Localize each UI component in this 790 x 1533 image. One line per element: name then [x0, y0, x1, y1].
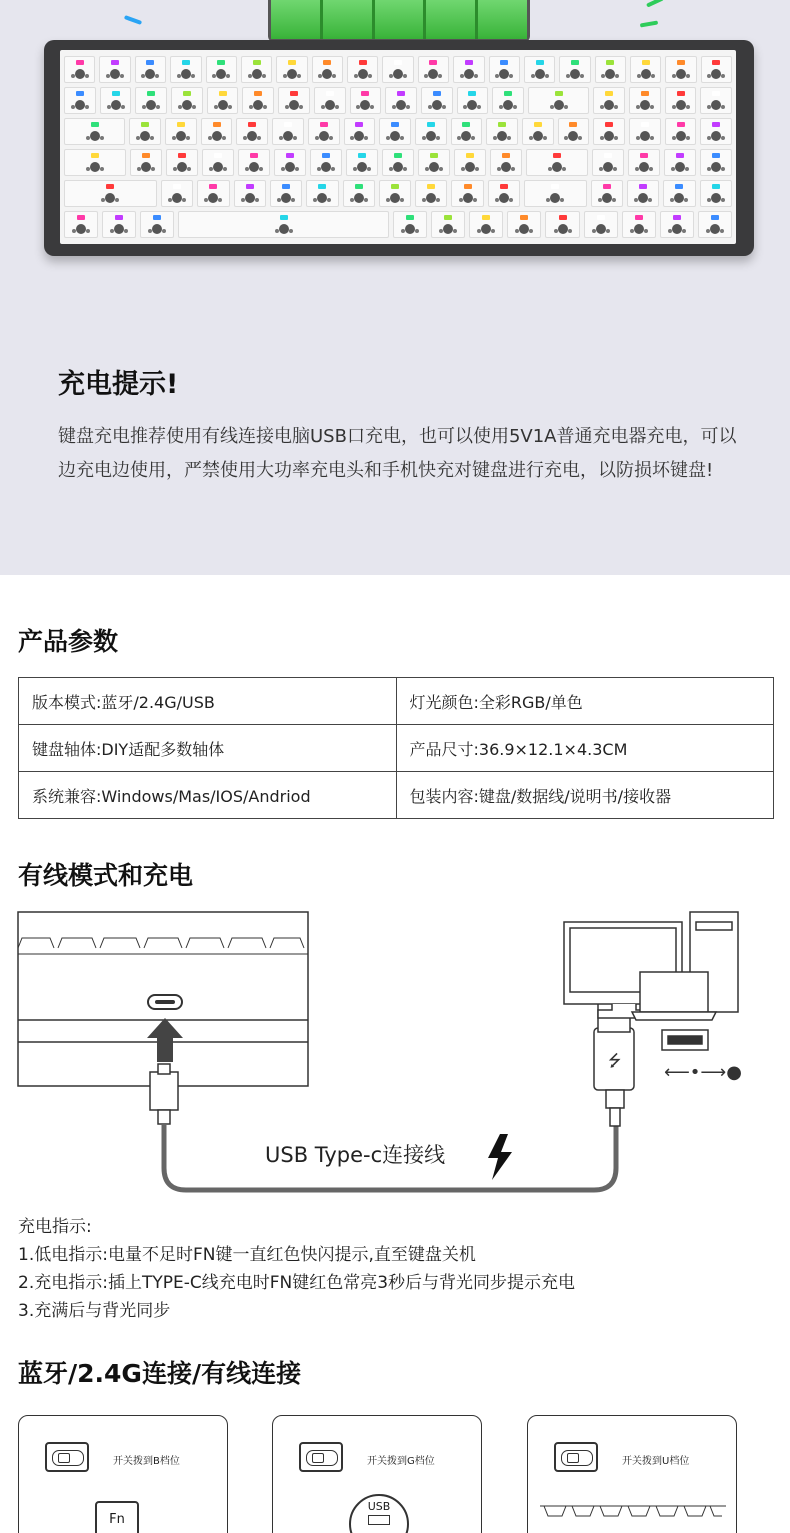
keyboard-key: [166, 149, 198, 176]
keyboard-key: [526, 149, 588, 176]
keyboard-key: [310, 149, 342, 176]
keyboard-key: [344, 118, 376, 145]
wired-section-title: 有线模式和充电: [18, 861, 194, 890]
keyboard-key: [629, 87, 661, 114]
mode-card-bluetooth: [18, 1415, 228, 1533]
keyboard-key: [660, 211, 694, 238]
keyboard-key: [278, 87, 310, 114]
keyboard-key: [507, 211, 541, 238]
keyboard-key: [306, 180, 338, 207]
keyboard-key: [559, 56, 590, 83]
keyboard-row: [64, 87, 732, 114]
keyboard-edge-icon: [540, 1498, 726, 1528]
keyboard-row: [64, 180, 732, 207]
indicator-item: 1.低电指示:电量不足时FN键一直红色快闪提示,直至键盘关机: [18, 1245, 476, 1265]
mode-switch-icon: [45, 1442, 89, 1472]
keyboard-key: [312, 56, 343, 83]
keyboard-key: [593, 87, 625, 114]
keyboard-key: [64, 56, 95, 83]
charging-title: 充电提示!: [58, 369, 179, 400]
keyboard-key: [178, 211, 389, 238]
keyboard-key: [451, 180, 483, 207]
keyboard-key: [628, 149, 660, 176]
keyboard-key: [492, 87, 524, 114]
spark-right: [640, 20, 658, 27]
keyboard-key: [454, 149, 486, 176]
keyboard-key: [431, 211, 465, 238]
keyboard-key: [629, 118, 661, 145]
keyboard-key: [415, 118, 447, 145]
keyboard-key: [663, 180, 695, 207]
spec-section-title: 产品参数: [18, 627, 119, 656]
keyboard-key: [665, 56, 696, 83]
keyboard-key: [171, 87, 203, 114]
keyboard-key: [418, 56, 449, 83]
keyboard-key: [698, 211, 732, 238]
fn-key-icon: Fn: [95, 1501, 139, 1533]
mode-card-2-4g: [272, 1415, 482, 1533]
keyboard-key: [488, 180, 520, 207]
table-row: [19, 725, 774, 772]
keyboard-key: [197, 180, 229, 207]
keyboard-key: [627, 180, 659, 207]
spec-cell: 灯光颜色:全彩RGB/单色: [396, 678, 774, 725]
keyboard-key: [486, 118, 518, 145]
modes-section-title: 蓝牙/2.4G连接/有线连接: [18, 1359, 302, 1388]
keyboard-key: [524, 180, 587, 207]
charging-description: 键盘充电推荐使用有线连接电脑USB口充电，也可以使用5V1A普通充电器充电，可以边充电边使用，严禁使用大功率充电头和手机快充对键盘进行充电，以防损坏键盘!: [58, 426, 737, 481]
usb-receiver-icon: [349, 1494, 409, 1533]
keyboard-key: [665, 118, 697, 145]
keyboard-key: [382, 149, 414, 176]
cable-label: USB Type-c连接线: [265, 1143, 446, 1167]
computer-illustration: [564, 912, 738, 1050]
keyboard-key: [457, 87, 489, 114]
keyboard-key: [346, 149, 378, 176]
keyboard-key: [379, 180, 411, 207]
keyboard-key: [490, 149, 522, 176]
spark-right-2: [646, 0, 664, 8]
mode-switch-icon: [299, 1442, 343, 1472]
keyboard-image: [44, 40, 754, 256]
keyboard-key: [622, 211, 656, 238]
keyboard-key: [451, 118, 483, 145]
keyboard-key: [238, 149, 270, 176]
keyboard-key: [347, 56, 378, 83]
keyboard-key: [276, 56, 307, 83]
spec-cell: 键盘轴体:DIY适配多数轴体: [19, 725, 397, 772]
keyboard-key: [593, 118, 625, 145]
mode-card-label: 开关拨到G档位: [367, 1456, 435, 1467]
keyboard-key: [241, 56, 272, 83]
keyboard-key: [165, 118, 197, 145]
keyboard-key: [207, 87, 239, 114]
keyboard-key: [140, 211, 174, 238]
keyboard-key: [592, 149, 624, 176]
indicator-heading: 充电指示:: [18, 1217, 92, 1237]
keyboard-key: [206, 56, 237, 83]
table-row: [19, 678, 774, 725]
keyboard-key: [700, 149, 732, 176]
spec-cell: 包装内容:键盘/数据线/说明书/接收器: [396, 772, 774, 819]
keyboard-key: [343, 180, 375, 207]
keyboard-key: [170, 56, 201, 83]
keyboard-key: [700, 118, 732, 145]
keyboard-key: [270, 180, 302, 207]
keyboard-key: [630, 56, 661, 83]
keyboard-key: [64, 211, 98, 238]
keyboard-key: [308, 118, 340, 145]
keyboard-key: [415, 180, 447, 207]
keyboard-key: [665, 87, 697, 114]
keyboard-key: [129, 118, 161, 145]
keyboard-key: [99, 56, 130, 83]
keyboard-key: [418, 149, 450, 176]
spec-table: [18, 677, 774, 819]
indicator-item: 2.充电指示:插上TYPE-C线充电时FN键红色常亮3秒后与背光同步提示充电: [18, 1273, 576, 1293]
keyboard-key: [421, 87, 453, 114]
keyboard-key: [135, 56, 166, 83]
keyboard-key: [161, 180, 193, 207]
keyboard-key: [64, 180, 157, 207]
keyboard-key: [545, 211, 579, 238]
keyboard-key: [64, 149, 126, 176]
keyboard-key: [234, 180, 266, 207]
keyboard-key: [701, 56, 732, 83]
indicator-item: 3.充满后与背光同步: [18, 1301, 171, 1321]
keyboard-key: [700, 180, 732, 207]
usb-symbol-icon: ⟵•⟶●: [664, 1062, 742, 1083]
keyboard-key: [130, 149, 162, 176]
hero-banner: [0, 0, 790, 575]
keyboard-key: [393, 211, 427, 238]
keyboard-key: [385, 87, 417, 114]
battery-icon: [268, 0, 530, 42]
keyboard-plate: [60, 50, 736, 244]
keyboard-row: [64, 118, 732, 145]
keyboard-key: [236, 118, 268, 145]
lightning-icon: [488, 1134, 512, 1180]
keyboard-key: [64, 87, 96, 114]
keyboard-key: [135, 87, 167, 114]
spec-cell: 系统兼容:Windows/Mas/IOS/Andriod: [19, 772, 397, 819]
keyboard-key: [100, 87, 132, 114]
spec-cell: 版本模式:蓝牙/2.4G/USB: [19, 678, 397, 725]
keyboard-key: [584, 211, 618, 238]
table-row: [19, 772, 774, 819]
keyboard-key: [489, 56, 520, 83]
keyboard-key: [274, 149, 306, 176]
mode-card-label: 开关拨到U档位: [622, 1456, 690, 1467]
keyboard-key: [350, 87, 382, 114]
keyboard-key: [314, 87, 346, 114]
keyboard-key: [528, 87, 589, 114]
keyboard-key: [382, 56, 413, 83]
mode-switch-icon: [554, 1442, 598, 1472]
type-c-plug-icon: [150, 1072, 178, 1110]
keyboard-key: [522, 118, 554, 145]
keyboard-key: [202, 149, 234, 176]
svg-text:⭍: ⭍: [608, 1051, 622, 1070]
keyboard-key: [591, 180, 623, 207]
keyboard-key: [524, 56, 555, 83]
keyboard-key: [700, 87, 732, 114]
keyboard-key: [64, 118, 125, 145]
mode-card-label: 开关拨到B档位: [113, 1456, 180, 1467]
spec-cell: 产品尺寸:36.9×12.1×4.3CM: [396, 725, 774, 772]
keyboard-row: [64, 211, 732, 238]
keyboard-key: [272, 118, 304, 145]
receiver-label: USB: [367, 1500, 391, 1513]
keyboard-row: [64, 149, 732, 176]
keyboard-key: [664, 149, 696, 176]
keyboard-key: [201, 118, 233, 145]
keyboard-key: [595, 56, 626, 83]
keyboard-key: [102, 211, 136, 238]
keyboard-row: [64, 56, 732, 83]
spark-left: [124, 15, 142, 25]
keyboard-key: [558, 118, 590, 145]
mode-card-usb: [527, 1415, 737, 1533]
keyboard-key: [453, 56, 484, 83]
keyboard-key: [242, 87, 274, 114]
keyboard-key: [379, 118, 411, 145]
keyboard-key: [469, 211, 503, 238]
